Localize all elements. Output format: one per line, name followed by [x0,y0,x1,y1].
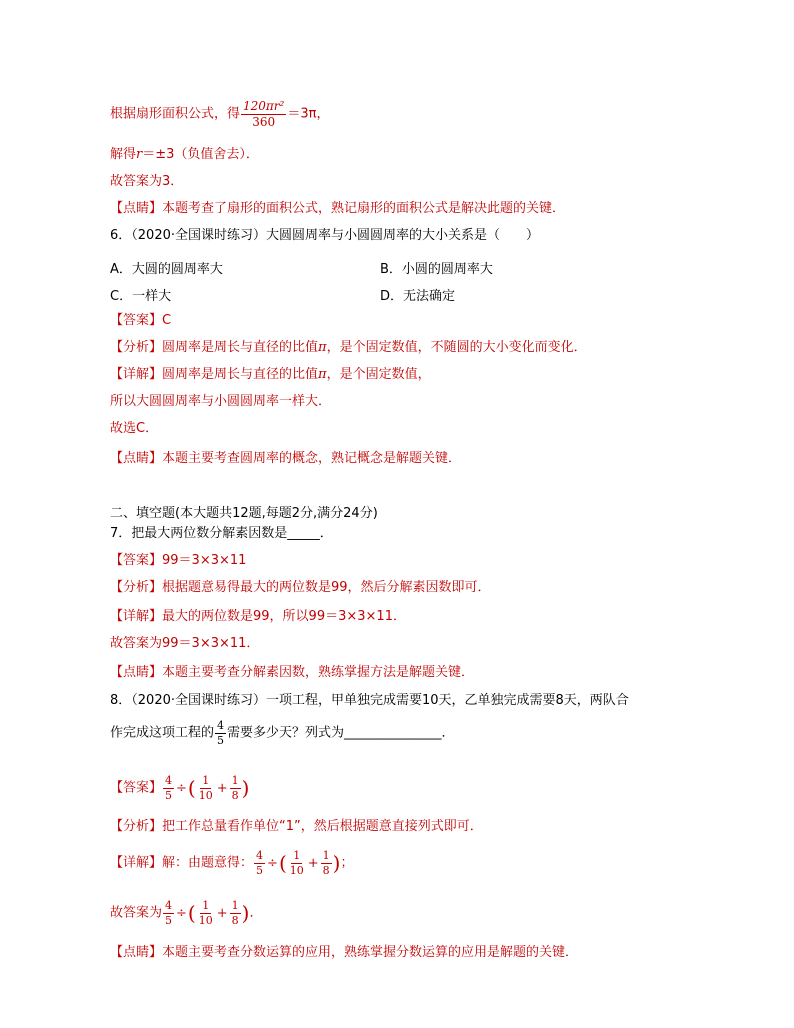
analysis-text: 根据题意易得最大的两位数是99，然后分解素因数即可． [162,580,491,595]
answer-value: 99＝3×3×11 [162,553,247,568]
denominator: 10 [198,788,213,802]
q5-formula-line [110,100,329,128]
numerator: 4 [217,719,225,732]
answer-tag: 【答案】 [110,313,163,328]
fraction-one-tenth [197,775,215,801]
q6-detail-line3: 故选C． [110,421,159,436]
fraction-four-fifths [215,720,226,746]
right-paren: ) [241,776,250,801]
conclusion-text-post: ． [249,905,263,921]
q6-option-a: A．大圆的圆周率大 [110,262,223,277]
denominator: 8 [231,913,239,927]
q8-stem-line2 [110,720,455,746]
q5-fraction-numerator: 120πr² [243,99,285,113]
q5-dianjing [110,200,565,218]
right-paren: ) [332,851,341,876]
analysis-tag: 【分析】 [110,819,163,834]
q6-dianjing [110,450,461,468]
fraction-one-eighth [321,850,332,876]
fraction-one-eighth [230,775,241,801]
analysis-text-post: ，是个固定数值，不随圆的大小变化而变化． [326,340,587,355]
fraction-four-fifths [254,850,265,876]
q5-solve-prefix: 解得 [110,147,137,162]
dianjing-tag: 【点睛】 [110,451,163,466]
q6-detail [110,366,431,384]
dianjing-text: 本题主要考查圆周率的概念，熟记概念是解题关键． [162,451,462,466]
denominator: 10 [198,913,213,927]
pi-symbol: π [318,340,327,355]
dianjing-tag: 【点睛】 [110,201,163,216]
left-paren: ( [187,901,196,926]
denominator: 5 [256,863,264,877]
numerator: 1 [231,899,239,912]
divide-sign: ÷ [267,855,278,871]
right-paren: ) [241,901,250,926]
fraction-four-fifths [163,900,174,926]
q5-formula-suffix: ＝3π， [287,106,330,122]
left-paren: ( [187,776,196,801]
numerator: 1 [202,774,210,787]
numerator: 1 [322,849,330,862]
q7-answer [110,552,246,570]
detail-tag: 【详解】 [110,855,163,871]
divide-sign: ÷ [176,780,187,796]
numerator: 4 [165,899,173,912]
q6-option-d: D．无法确定 [380,289,456,304]
conclusion-text-pre: 故答案为 [110,905,163,921]
q5-formula-prefix: 根据扇形面积公式，得 [110,106,241,122]
numerator: 4 [256,849,264,862]
dianjing-text: 本题考查了扇形的面积公式，熟记扇形的面积公式是解决此题的关键． [162,201,566,216]
q8-dianjing [110,944,578,962]
stem-text-post: 需要多少天？列式为_______________． [227,725,455,741]
q6-option-b: B．小圆的圆周率大 [380,262,493,277]
numerator: 1 [293,849,301,862]
q8-answer [110,775,249,801]
q8-stem-line1: 8．（2020·全国课时练习）一项工程，甲单独完成需要10天，乙单独完成需要8天，两队合 [110,693,629,708]
detail-text-pre: 圆周率是周长与直径的比值 [162,367,319,382]
pi-symbol: π [318,367,327,382]
detail-tag: 【详解】 [110,367,163,382]
q5-area-fraction [241,100,286,128]
q6-option-c: C．一样大 [110,289,172,304]
q7-analysis [110,579,491,597]
denominator: 10 [289,863,304,877]
divide-sign: ÷ [176,905,187,921]
q7-conclusion: 故答案为99＝3×3×11． [110,636,260,651]
dianjing-tag: 【点睛】 [110,665,163,680]
denominator: 5 [217,733,225,747]
numerator: 4 [165,774,173,787]
q6-answer [110,312,171,330]
stem-text-pre: 作完成这项工程的 [110,725,215,741]
numerator: 1 [231,774,239,787]
denominator: 5 [165,913,173,927]
q6-detail-line2: 所以大圆圆周率与小圆圆周率一样大． [110,394,332,409]
q8-analysis [110,818,483,836]
q6-stem: 6．（2020·全国课时练习）大圆圆周率与小圆圆周率的大小关系是（ ） [110,228,539,243]
left-paren: ( [278,851,287,876]
dianjing-text: 本题主要考查分解素因数，熟练掌握方法是解题关键． [162,665,475,680]
detail-text-pre: 解：由题意得： [162,855,254,871]
q7-dianjing [110,664,474,682]
fraction-four-fifths [163,775,174,801]
fraction-one-tenth [288,850,306,876]
plus-sign: + [216,905,228,921]
q5-variable-r: r [136,147,143,162]
q8-conclusion [110,900,262,926]
detail-text: 最大的两位数是99，所以99＝3×3×11． [162,609,406,624]
denominator: 8 [231,788,239,802]
q8-detail [110,850,353,876]
q5-conclusion: 故答案为3． [110,174,184,189]
analysis-text-pre: 圆周率是周长与直径的比值 [162,340,319,355]
section-heading: 二、填空题(本大题共12题,每题2分,满分24分) [110,506,378,521]
plus-sign: + [307,855,319,871]
answer-tag: 【答案】 [110,780,163,796]
numerator: 1 [202,899,210,912]
fraction-one-eighth [230,900,241,926]
analysis-tag: 【分析】 [110,340,163,355]
analysis-text: 把工作总量看作单位“1”，然后根据题意直接列式即可． [162,819,483,834]
fraction-one-tenth [197,900,215,926]
denominator: 8 [322,863,330,877]
detail-tag: 【详解】 [110,609,163,624]
q7-detail [110,608,406,626]
q6-analysis [110,339,587,357]
q5-fraction-denominator: 360 [252,114,276,129]
analysis-tag: 【分析】 [110,580,163,595]
denominator: 5 [165,788,173,802]
plus-sign: + [216,780,228,796]
dianjing-tag: 【点睛】 [110,945,163,960]
q5-solve-suffix: ＝±3（负值舍去）． [142,147,259,162]
detail-text-post: ，是个固定数值， [326,367,431,382]
detail-text-post: ； [340,855,354,871]
dianjing-text: 本题主要考查分数运算的应用，熟练掌握分数运算的应用是解题的关键． [162,945,579,960]
q7-stem: 7．把最大两位数分解素因数是_____． [110,526,333,541]
answer-value: C [162,313,172,328]
answer-tag: 【答案】 [110,553,163,568]
q5-solve-line [110,146,259,164]
